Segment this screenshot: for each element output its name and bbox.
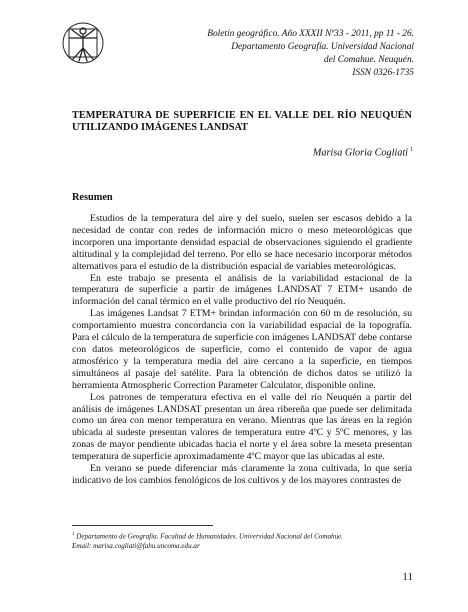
footnote-divider: [72, 525, 213, 526]
abstract-paragraph: En verano se puede diferenciar más claramente la zona cultivada, lo que sería indicativo de los cambios fenológicos de los cultivos y de los mayores contrastes de: [72, 463, 412, 486]
abstract-paragraph: En este trabajo se presenta el análisis de la variabilidad estacional de la temperatura de superficie a partir de imágenes LANDSAT 7 ETM+ usando de información del canal térmico en el valle productivo del río Neuquén.: [72, 272, 412, 308]
author-name: Marisa Gloria Cogliati: [312, 147, 408, 159]
footnote-affiliation: Departamento de Geografía. Facultad de Humanidades. Universidad Nacional del Comahue.: [76, 532, 344, 541]
footnote: [72, 530, 402, 551]
article-title: TEMPERATURA DE SUPERFICIE EN EL VALLE DEL RÍO NEUQUÉN UTILIZANDO IMÁGENES LANDSAT: [72, 110, 412, 133]
journal-header-line: del Comahue. Neuquén.: [323, 55, 414, 65]
author-note-marker: 1: [410, 147, 413, 153]
university-logo-icon: [60, 20, 106, 66]
footnote-line: [72, 530, 402, 541]
section-heading: Resumen: [72, 192, 113, 203]
footnote-marker: 1: [72, 532, 75, 537]
journal-header-line: Departamento Geografía. Universidad Nacional: [231, 42, 414, 52]
abstract-paragraph: Estudios de la temperatura del aire y del suelo, suelen ser escasos debido a la necesidad de contar con redes de información micro o meso meteorológicas que incorporen una importante densidad espacial de observaciones siguiendo el gradiente altitudinal y la complejidad del terreno. Por ello se hace necesario incorporar métodos alternativos para el estudio de la distribución espacial de variables meteorológicas.: [72, 213, 412, 272]
abstract-paragraph: Los patrones de temperatura efectiva en el valle del río Neuquén a partir del análisis de imágenes LANDSAT presentan un área ribereña que puede ser delimitada como un área con menor temperatura en verano. Mientras que las áreas en la región ubicada al sudeste presentan valores de temperatura entre 4ºC y 5ºC menores, y las zonas de mayor pendiente ubicadas hacia el norte y el área sobre la meseta presentan temperatura de superficie aproximadamente 4ºC mayor que las ubicadas al este.: [72, 391, 412, 463]
abstract-paragraph: Las imágenes Landsat 7 ETM+ brindan información con 60 m de resolución, su comportamiento muestra concordancia con la variabilidad espacial de la topografía. Para el cálculo de la temperatura de superficie con imágenes LANDSAT debe contarse con datos meteorológicos de superficie, como el contenido de vapor de agua atmosférico y la temperatura media del aire cercano a la superficie, en tiempos simultáneos al pasaje del satélite. Para la obtención de dichos datos se utilizó la herramienta Atmospheric Correction Parameter Calculator, disponible online.: [72, 308, 412, 391]
journal-header-line: Boletín geográfico. Año XXXII Nº33 - 2011, pp 11 - 26.: [207, 29, 414, 39]
journal-header: [154, 28, 414, 80]
author-line: [313, 147, 413, 158]
footnote-email: Email: marisa.cogliati@fahu.uncoma.edu.ar: [72, 542, 200, 551]
page-number: 11: [402, 571, 413, 583]
journal-header-line: ISSN 0326-1735: [352, 68, 414, 78]
abstract-body: [72, 213, 412, 487]
